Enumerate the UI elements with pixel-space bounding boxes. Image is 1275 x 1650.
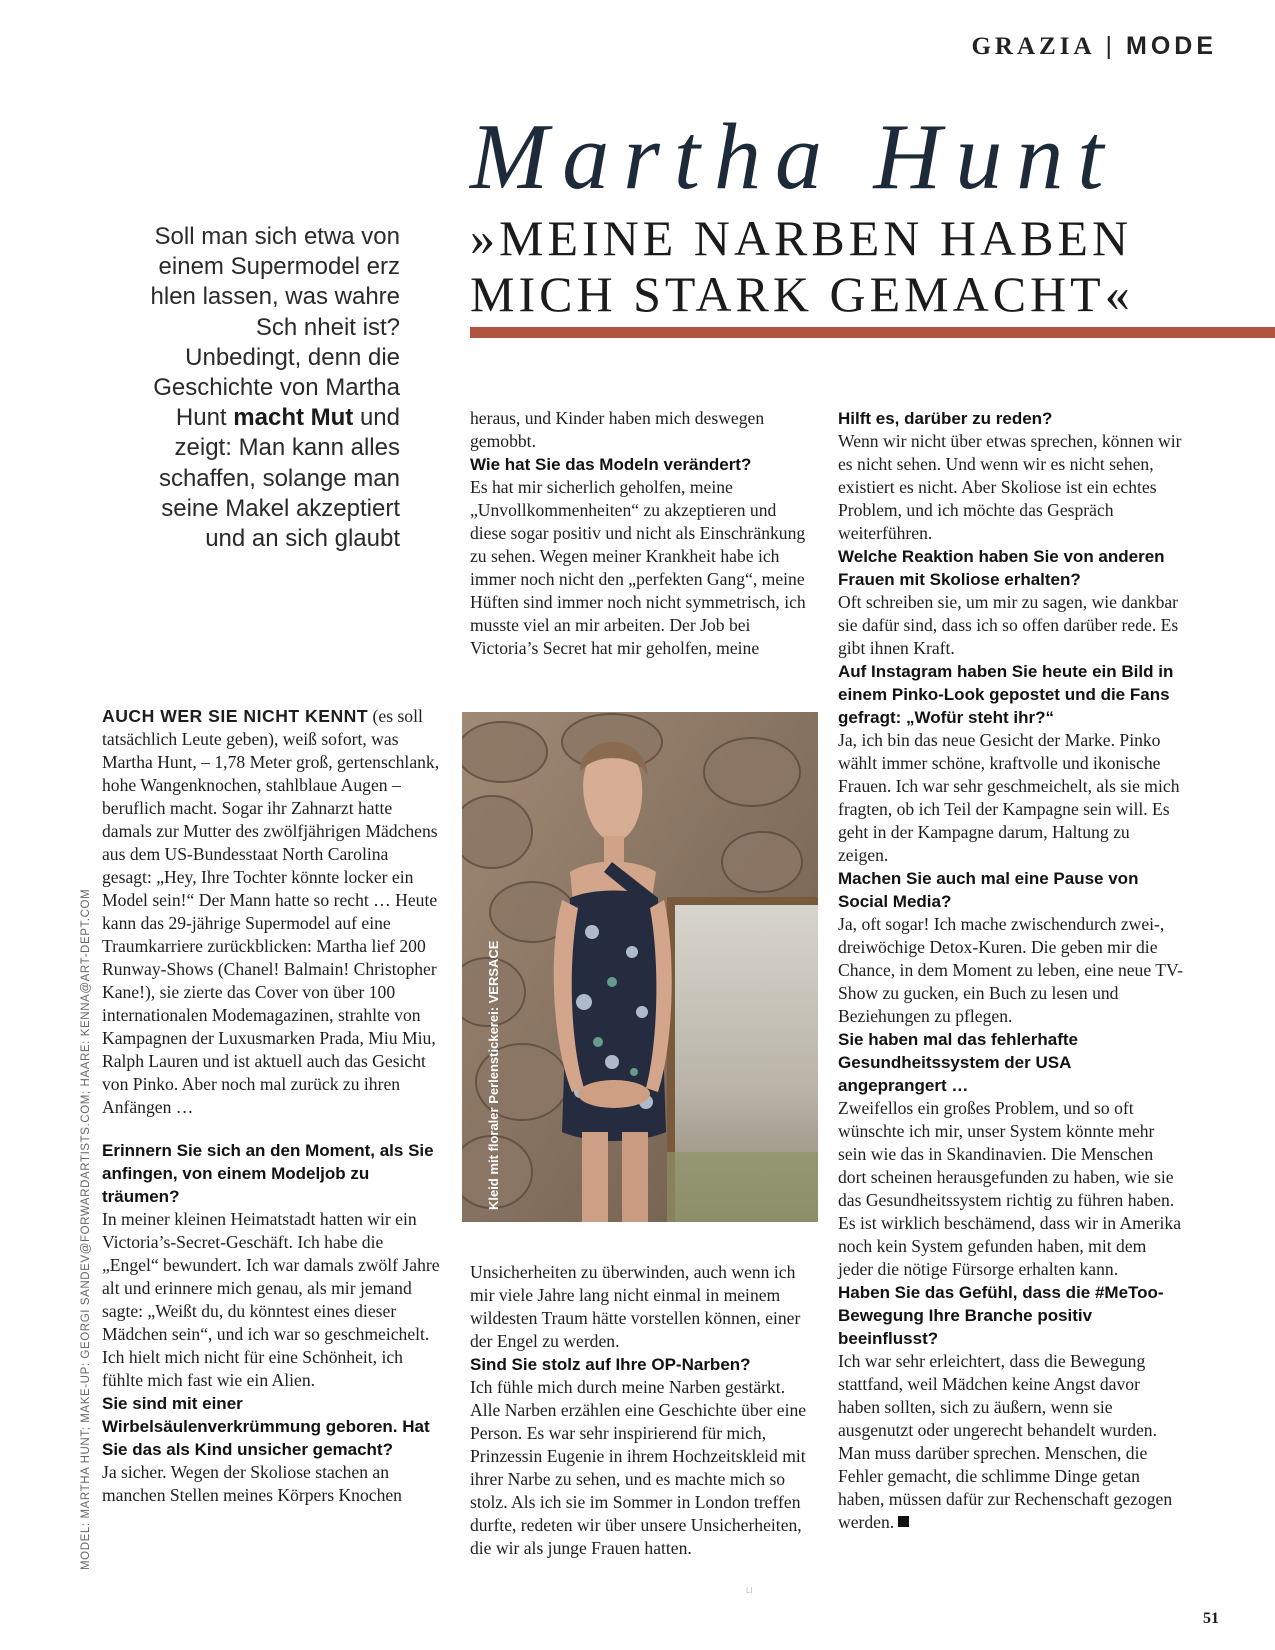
magazine-brand: GRAZIA	[971, 33, 1096, 60]
photo-credits: MODEL: MARTHA HUNT; MAKE-UP: GEORGI SANDEV@FORWARDARTISTS.COM; HAARE: KENNA@ART-DEPT.COM	[80, 888, 92, 1570]
article-title-name: Martha Hunt	[470, 105, 1118, 209]
question-4: Sind Sie stolz auf Ihre OP-Narben?	[470, 1355, 751, 1374]
answer-10-text: Ich war sehr erleichtert, dass die Bewegung stattfand, weil Mädchen keine Angst davor haben sollten, sich zu äußern, wenn sie ausgenutzt oder ungerecht behandelt wurden. Man muss darüber sprechen. Menschen, die Fehler gemacht, die schlimme Dinge getan haben, müssen dafür zur Rechenschaft gezogen werden.	[838, 1351, 1173, 1532]
answer-7: Ja, ich bin das neue Gesicht der Marke. Pinko wählt immer schöne, kraftvolle und ikonische Frauen. Ich war sehr geschmeichelt, als sie mich fragten, ob ich Teil der Kampagne sein will. Es geht in der Kampagne darum, Haltung zu zeigen.	[838, 730, 1180, 865]
photo-caption: Kleid mit floraler Perlenstickerei: VERSACE	[486, 940, 501, 1210]
gutter-mark: LI	[746, 1586, 753, 1595]
title-quote-line-2: MICH STARK GEMACHT«	[470, 266, 1134, 322]
question-3: Wie hat Sie das Modeln verändert?	[470, 455, 752, 474]
answer-1: In meiner kleinen Heimatstadt hatten wir ein Victoria’s-Secret-Geschäft. Ich habe die „Engel“ bewundert. Ich war damals zwölf Jahre alt und erinnere mich genau, als mir jemand sagte: „Weißt du, du könntest eines dieser Mädchen sein“, und ich war so geschmeichelt. Ich hielt mich nicht für eine Schönheit, ich fühlte mich fast wie ein Alien.	[102, 1209, 440, 1390]
title-quote-line-1: »MEINE NARBEN HABEN	[470, 210, 1133, 266]
intro-paragraph	[102, 705, 442, 1119]
header-separator: |	[1105, 32, 1116, 60]
article-column-2-bottom	[470, 1261, 810, 1560]
question-10: Haben Sie das Gefühl, dass die #MeToo-Bewegung Ihre Branche positiv beeinflusst?	[838, 1283, 1164, 1348]
article-title-quote	[470, 210, 1260, 322]
question-8: Machen Sie auch mal eine Pause von Social Media?	[838, 869, 1139, 911]
question-2: Sie sind mit einer Wirbelsäulenverkrümmung geboren. Hat Sie das als Kind unsicher gemacht?	[102, 1394, 430, 1459]
question-9: Sie haben mal das fehlerhafte Gesundheitssystem der USA angeprangert …	[838, 1030, 1078, 1095]
model-photo-illustration	[462, 712, 818, 1222]
answer-5: Wenn wir nicht über etwas sprechen, können wir es nicht sehen. Und wenn wir es nicht sehen, existiert es nicht. Aber Skoliose ist ein echtes Problem, und ich möchte das Gespräch weiterführen.	[838, 431, 1182, 543]
page-header	[971, 32, 1217, 61]
answer-6: Oft schreiben sie, um mir zu sagen, wie dankbar sie dafür sind, dass ich so offen darüber rede. Es gibt ihnen Kraft.	[838, 592, 1179, 658]
answer-4: Ich fühle mich durch meine Narben gestärkt. Alle Narben erzählen eine Geschichte über eine Person. Es war sehr inspirierend für mich, Prinzessin Eugenie in ihrem Hochzeitskleid mit ihrer Narbe zu sehen, und es machte mich so stolz. Als ich sie im Sommer in London treffen durfte, redeten wir über unsere Unsicherheiten, die wir als junge Frauen hatten.	[470, 1377, 807, 1558]
lead-text-after: und zeigt: Man kann alles schaffen, solange man seine Makel akzeptiert und an sich glaubt	[158, 404, 400, 553]
answer-10	[838, 1350, 1183, 1534]
answer-2: Ja sicher. Wegen der Skoliose stachen an manchen Stellen meines Körpers Knochen	[102, 1462, 402, 1505]
answer-9: Zweifellos ein großes Problem, und so oft wünschte ich mir, unser System könnte mehr sein wie das in Skandinavien. Die Menschen dort scheinen herausgefunden zu haben, wie sie das Gesundheitssystem richtig zu führen haben. Es ist wirklich beschämend, dass wir in Amerika noch kein System gefunden haben, mit dem jeder die nötige Fürsorge erhalten kann.	[838, 1098, 1182, 1279]
lead-paragraph	[150, 222, 400, 554]
answer-3: Es hat mir sicherlich geholfen, meine „Unvollkommenheiten“ zu akzeptieren und diese sogar positiv und nicht als Einschränkung zu sehen. Wegen meiner Krankheit habe ich immer noch nicht den „perfekten Gang“, meine Hüften sind immer noch nicht symmetrisch, ich musste viel an mir arbeiten. Der Job bei Victoria’s Secret hat mir geholfen, meine	[470, 477, 806, 658]
article-column-1	[102, 705, 442, 1507]
question-6: Welche Reaktion haben Sie von anderen Frauen mit Skoliose erhalten?	[838, 547, 1165, 589]
article-column-2-top	[470, 407, 810, 660]
question-5: Hilft es, darüber zu reden?	[838, 409, 1053, 428]
answer-3-continued: Unsicherheiten zu überwinden, auch wenn ich mir viele Jahre lang nicht einmal in meinem wildesten Traum hätte vorstellen können, einer der Engel zu werden.	[470, 1262, 801, 1351]
article-column-3	[838, 407, 1183, 1534]
end-mark-icon	[898, 1516, 909, 1527]
page-number: 51	[1203, 1610, 1219, 1627]
answer-2-continued: heraus, und Kinder haben mich deswegen gemobbt.	[470, 408, 765, 451]
model-photo	[462, 712, 818, 1222]
answer-8: Ja, oft sogar! Ich mache zwischendurch zwei-, dreiwöchige Detox-Kuren. Die geben mir die Chance, in dem Moment zu leben, eine neue TV-Show zu gucken, ein Buch zu lesen und Beziehungen zu pflegen.	[838, 914, 1183, 1026]
intro-caps: AUCH WER SIE NICHT KENNT	[102, 706, 369, 726]
question-1: Erinnern Sie sich an den Moment, als Sie anfingen, von einem Modeljob zu träumen?	[102, 1141, 434, 1206]
intro-text: (es soll tatsächlich Leute geben), weiß sofort, was Martha Hunt, – 1,78 Meter groß, gertenschlank, hohe Wangenknochen, stahlblaue Augen – beruflich macht. Sogar ihr Zahnarzt hatte damals zur Mutter des zwölfjährigen Mädchens aus dem US-Bundesstaat North Carolina gesagt: „Hey, Ihre Tochter könnte locker ein Model sein!“ Der Mann hatte so recht … Heute kann das 29-jährige Supermodel auf eine Traumkarriere zurückblicken: Martha lief 200 Runway-Shows (Chanel! Balmain! Christopher Kane!), sie zierte das Cover von über 100 internationalen Modemagazinen, strahlte von Kampagnen der Luxusmarken Prada, Miu Miu, Ralph Lauren und ist aktuell auch das Gesicht von Pinko. Aber noch mal zurück zu ihren Anfängen …	[102, 706, 440, 1117]
lead-text-bold: macht Mut	[233, 404, 354, 432]
question-7: Auf Instagram haben Sie heute ein Bild in einem Pinko-Look gepostet und die Fans gefragt: „Wofür steht ihr?“	[838, 662, 1174, 727]
section-label: MODE	[1126, 32, 1217, 60]
title-rule-divider	[470, 327, 1275, 338]
lead-text-before: Soll man sich etwa von einem Supermodel erz hlen lassen, was wahre Sch nheit ist? Unbedingt, denn die Geschichte von Martha Hunt	[150, 223, 400, 432]
